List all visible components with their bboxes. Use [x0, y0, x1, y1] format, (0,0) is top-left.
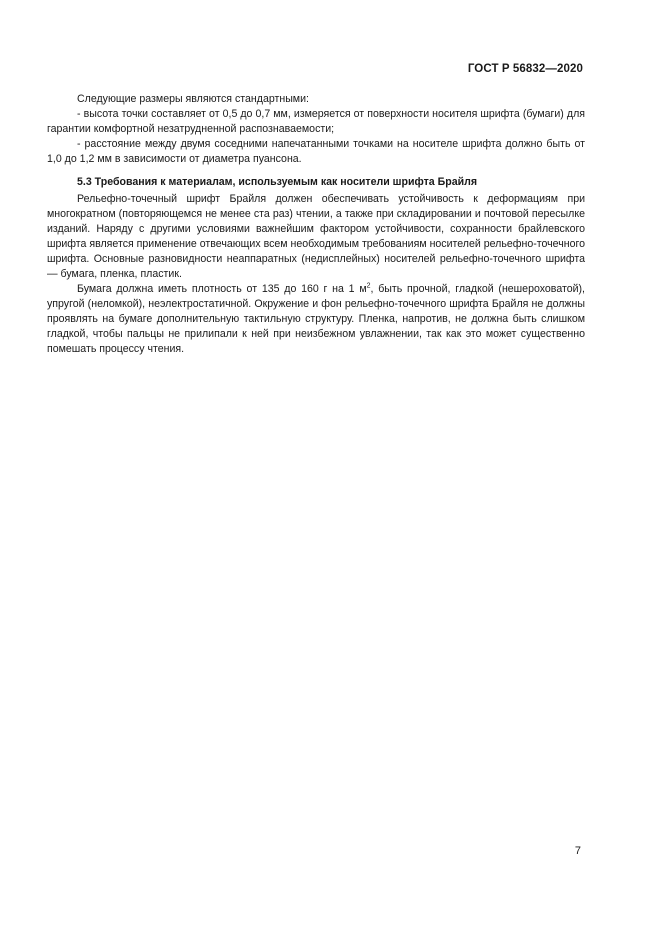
document-code-header: ГОСТ Р 56832—2020 — [467, 63, 583, 75]
paper-text-start: Бумага должна иметь плотность от 135 до 160 г на 1 м — [77, 283, 367, 295]
paragraph-paper-requirements — [47, 282, 585, 357]
list-item-dot-height: - высота точки составляет от 0,5 до 0,7 мм, измеряется от поверхности носителя шрифта (бумаги) для гарантии комфортной незатрудненной распознаваемости; — [47, 108, 585, 135]
intro-lead: Следующие размеры являются стандартными: — [77, 93, 309, 105]
paragraph-braille-durability: Рельефно-точечный шрифт Брайля должен обеспечивать устойчивость к деформациям при многократном (повторяющемся не менее ста раз) чтении, а также при складировании и почтовой пересылке изданий. Наряду с другими условиями важнейшим фактором устойчивости, сохранности брайлевского шрифта является применение отвечающих всем необходимым требованиям носителей рельефно-точечного шрифта. Основные разновидности неаппаратных (недисплейных) носителей рельефно-точечного шрифта — бумага, пленка, пластик. — [47, 193, 585, 280]
superscript-squared: 2 — [366, 282, 371, 290]
document-body — [47, 92, 585, 357]
page-number: 7 — [574, 845, 581, 857]
paper-text-end: , быть прочной, гладкой (нешероховатой), упругой (неломкой), неэлектростатичной. Окружение и фон рельефно-точечного шрифта Брайля не должны проявлять на бумаге дополнительную тактильную структуру. Пленка, напротив, не должна быть слишком гладкой, чтобы пальцы не прилипали к ней при неизбежном увлажнении, так как это может существенно помешать процессу чтения. — [47, 283, 585, 355]
list-item-dot-spacing: - расстояние между двумя соседними напечатанными точками на носителе шрифта должно быть от 1,0 до 1,2 мм в зависимости от диаметра пуансона. — [47, 138, 585, 165]
section-heading-5-3: 5.3 Требования к материалам, используемым как носители шрифта Брайля — [77, 176, 478, 188]
